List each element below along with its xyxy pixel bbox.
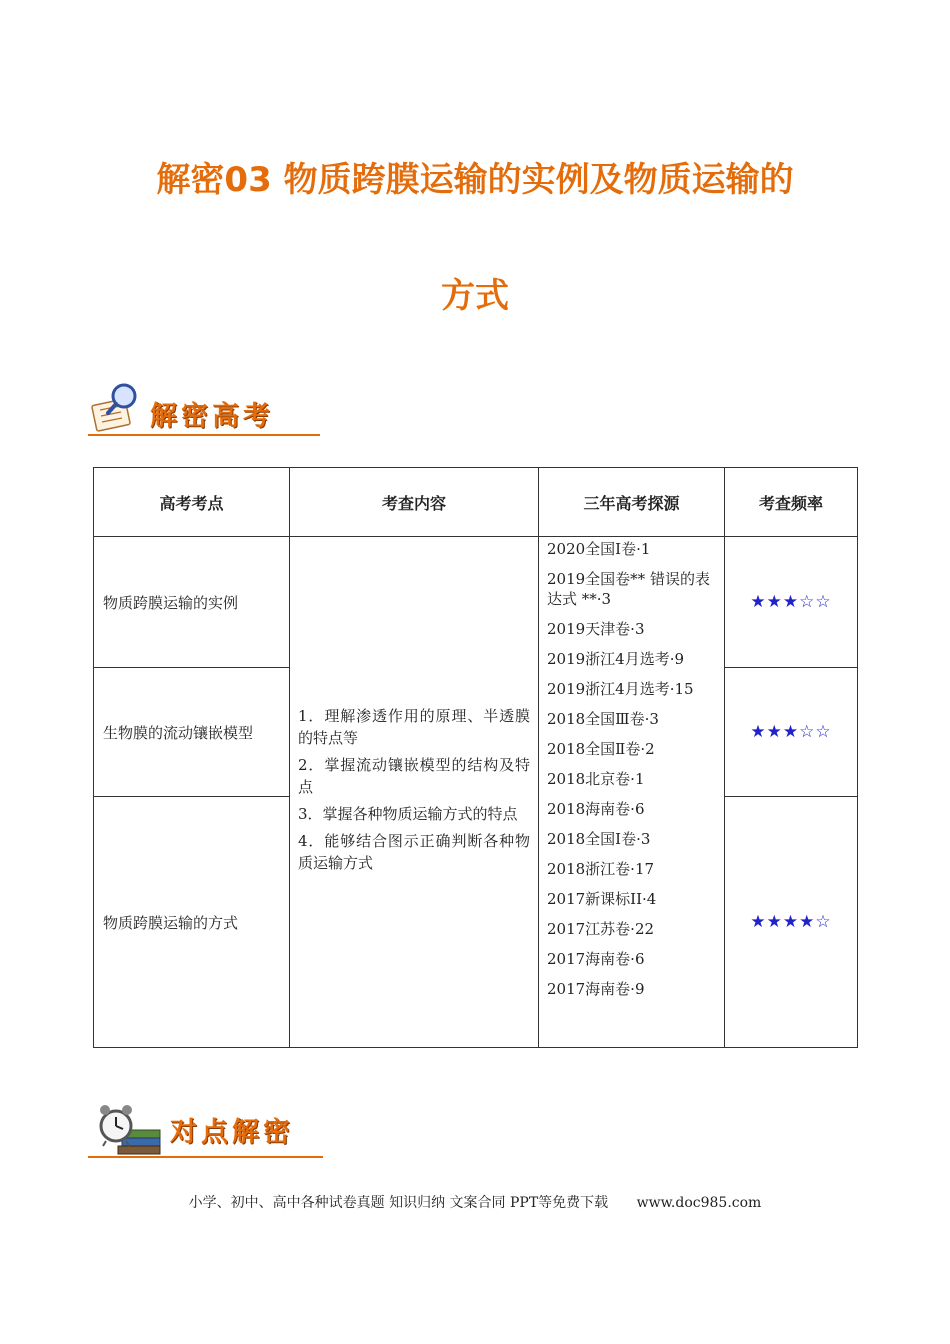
frequency-rating: ★★★★☆ [725,797,858,1048]
list-item: 2020全国Ⅰ卷·1 [547,540,651,558]
section-underline [88,434,320,436]
footer-url[interactable]: www.doc985.com [636,1195,762,1211]
topic-cell: 物质跨膜运输的方式 [94,797,290,1048]
section-underline [88,1156,323,1158]
content-item: 1．理解渗透作用的原理、半透膜的特点等 [298,707,530,747]
content-cell [290,537,539,1048]
magnifier-document-icon [88,380,148,436]
content-item: 2．掌握流动镶嵌模型的结构及特点 [298,756,530,796]
list-item: 2018全国Ⅰ卷·3 [547,830,651,848]
header-frequency: 考查频率 [725,468,858,537]
sources-cell [539,537,725,1048]
list-item: 2019全国卷** 错误的表达式 **·3 [547,570,710,608]
list-item: 2017新课标II·4 [547,890,657,908]
list-item: 2019浙江4月选考·15 [547,680,694,698]
header-exam-point: 高考考点 [94,468,290,537]
page-title-line-2: 方式 [441,276,509,316]
frequency-rating: ★★★☆☆ [725,668,858,797]
footer-text: 小学、初中、高中各种试卷真题 知识归纳 文案合同 PPT等免费下载 [188,1195,609,1211]
topic-cell: 物质跨膜运输的实例 [94,537,290,668]
list-item: 2018海南卷·6 [547,800,645,818]
section-heading-points [88,1100,333,1160]
topic-cell: 生物膜的流动镶嵌模型 [94,668,290,797]
list-item: 2018全国Ⅲ卷·3 [547,710,659,728]
exam-points-table [93,467,858,1048]
content-item: 3．掌握各种物质运输方式的特点 [298,805,518,823]
table-row [94,537,858,668]
content-item: 4．能够结合图示正确判断各种物质运输方式 [298,832,530,872]
table-header-row [94,468,858,537]
frequency-rating: ★★★☆☆ [725,537,858,668]
header-sources: 三年高考探源 [539,468,725,537]
list-item: 2017海南卷·9 [547,980,645,998]
list-item: 2019浙江4月选考·9 [547,650,685,668]
list-item: 2018浙江卷·17 [547,860,655,878]
list-item: 2019天津卷·3 [547,620,645,638]
list-item: 2017江苏卷·22 [547,920,655,938]
sources-list [547,539,716,999]
section-heading-text: 解密高考 [150,401,274,432]
page-title-line-1: 解密03 物质跨膜运输的实例及物质运输的 [156,160,794,200]
section-heading-text: 对点解密 [170,1117,294,1148]
section-heading-exam [88,380,320,440]
alarm-clock-books-icon [94,1098,164,1156]
list-item: 2017海南卷·6 [547,950,645,968]
list-item: 2018北京卷·1 [547,770,645,788]
page-footer [0,1192,950,1212]
header-content: 考查内容 [290,468,539,537]
list-item: 2018全国Ⅱ卷·2 [547,740,655,758]
